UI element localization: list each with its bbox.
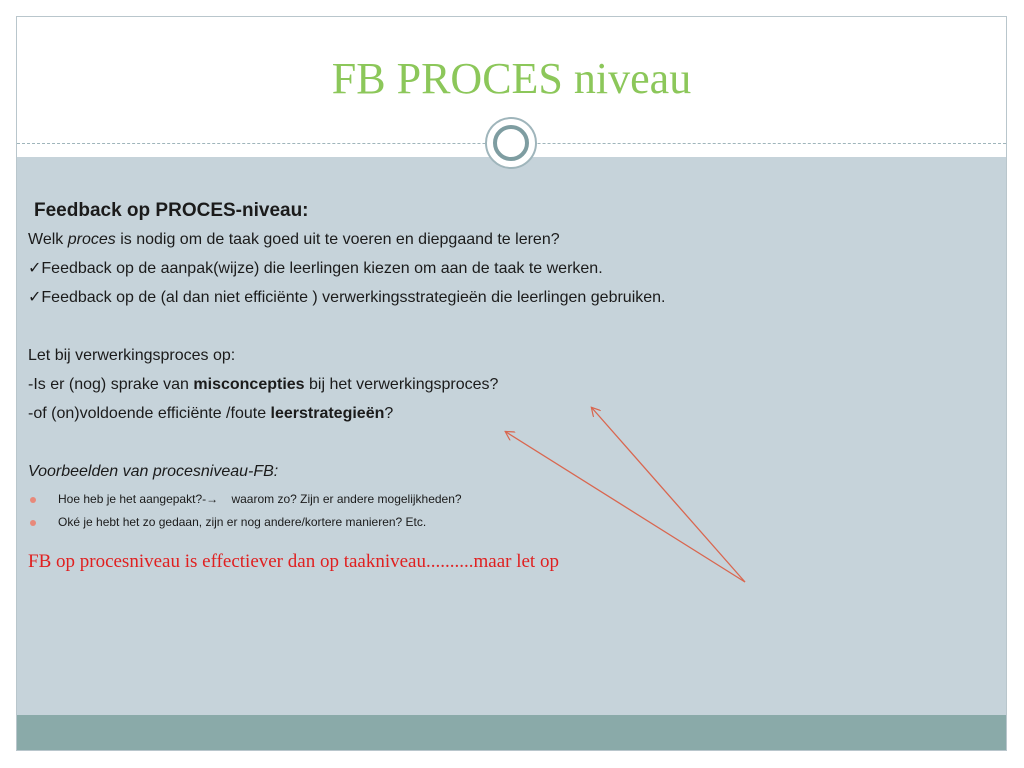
- item-text-post: bij het verwerkingsproces?: [304, 376, 499, 393]
- item-text-pre: -Is er (nog) sprake van: [28, 376, 194, 393]
- question-italic-word: proces: [67, 231, 116, 248]
- item-text-post: ?: [384, 405, 394, 422]
- question-text-post: is nodig om de taak goed uit te voeren en diepgaand te leren?: [115, 231, 560, 248]
- arrow-to-leerstrategieen: [506, 432, 745, 582]
- item-bold-word: leerstrategieën: [270, 405, 385, 422]
- checkmark-icon: ✓: [28, 289, 42, 306]
- check-item-text: Feedback op de aanpak(wijze) die leerlingen kiezen om aan de taak te werken.: [41, 260, 603, 277]
- example-text: Hoe heb je het aangepakt?-→ waarom zo? Zijn er andere mogelijkheden?: [58, 492, 462, 506]
- example-text: Oké je hebt het zo gedaan, zijn er nog andere/kortere manieren? Etc.: [58, 515, 427, 529]
- conclusion-text: FB op procesniveau is effectiever dan op taakniveau..........maar let op: [28, 551, 559, 572]
- question-text-pre: Welk: [28, 231, 68, 248]
- slide-title: FB PROCES niveau: [331, 54, 692, 103]
- let-op-label: Let bij verwerkingsproces op:: [28, 347, 236, 364]
- checkmark-icon: ✓: [28, 260, 42, 277]
- arrow-to-misconcepties: [592, 408, 745, 582]
- content-heading: Feedback op PROCES-niveau:: [34, 200, 309, 221]
- item-text-pre: -of (on)voldoende efficiënte /foute: [28, 405, 271, 422]
- examples-heading-text: Voorbeelden van procesniveau-FB:: [28, 463, 279, 480]
- check-item-text: Feedback op de (al dan niet efficiënte ) verwerkingsstrategieën die leerlingen gebruiken.: [41, 289, 666, 306]
- item-bold-word: misconcepties: [193, 376, 305, 393]
